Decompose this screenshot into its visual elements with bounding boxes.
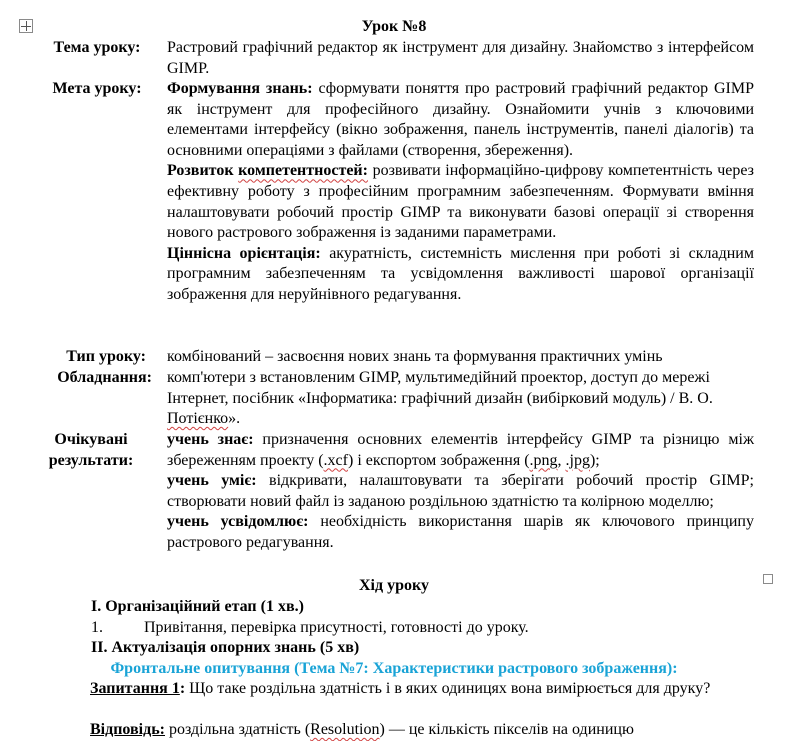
results-knows-text-a: призначення основних елементів інтерфейсу GIMP та різницю між збереженням проекту ( (167, 431, 754, 469)
stage1-item-number: 1. (91, 619, 103, 636)
results-label-line1: Очікувані (54, 431, 128, 448)
answer-1-label: Відповідь: (90, 721, 165, 738)
goal-knowledge-title: Формування знань: (167, 80, 313, 97)
stage1-heading: I. Організаційний етап (1 хв.) (91, 598, 304, 615)
goal-competence-title-a: Розвиток (167, 162, 234, 180)
results-label (30, 430, 152, 471)
answer-1-text-a: роздільна здатність ( (165, 721, 311, 738)
results-awareness-text: необхідність використання шарів як ключового принципу растрового редагування. (167, 513, 754, 551)
results-ext-separator: , (557, 451, 566, 469)
answer-1 (36, 720, 754, 741)
goal-competence (167, 161, 754, 243)
results-ext-png: .png (529, 451, 558, 469)
question-1-colon: : (179, 680, 186, 697)
goal-competence-text: розвивати інформаційно-цифрову компетентність через ефективну роботу з професійним програмним забезпеченням. Формувати вміння налаштовувати робочий простір GIMP та виконувати базові операції зі створення нового растрового зображення із заданими параметрами. (167, 162, 754, 242)
results-content (167, 430, 754, 554)
goal-values-title: Ціннісна орієнтація: (167, 244, 321, 262)
lesson-title: Урок №8 (361, 18, 427, 35)
question-1-text: Що таке роздільна здатність і в яких одиницях вона вимірюється для друку? (185, 680, 711, 697)
results-ext-xcf: .xcf (323, 451, 348, 469)
results-knows (167, 430, 754, 471)
equipment-label: Обладнання: (57, 369, 152, 386)
goal-competence-title-b: компетентностей: (238, 162, 368, 180)
results-awareness-title: учень усвідомлює: (167, 513, 309, 531)
answer-1-text-b: ) — це кількість пікселів на одиницю (379, 721, 634, 738)
question-1-label: Запитання 1 (90, 680, 180, 697)
equipment-text-c: ». (228, 410, 241, 428)
results-knows-text-c: ); (589, 451, 600, 469)
goal-values (167, 244, 754, 306)
equipment-author: Потієнко (167, 410, 229, 428)
goal-label: Мета уроку: (52, 80, 142, 97)
results-ext-jpg: .jpg (565, 451, 590, 469)
equipment-text (167, 368, 754, 430)
goal-knowledge-text: сформувати поняття про растровий графічний редактор GIMP як інструмент для професійного дизайну. Ознайомити учнів з ключовими елементами інтерфейсу (вікно зображення, панель інструментів, панелі діалогів) та основними операціями з файлами (створення, збереження). (167, 80, 755, 159)
results-awareness (167, 512, 754, 553)
results-label-line2: результати: (48, 451, 134, 469)
equipment-text-a: комп'ютери з встановленим GIMP, мультимедійний проектор, доступ до мережі Інтернет, посібник «Інформатика: графічний дизайн (вибірковий модуль) / В. О. (167, 369, 713, 407)
results-skills-text: відкривати, налаштовувати та зберігати робочий простір GIMP; створювати новий файл із заданою роздільною здатністю та колірною моделлю; (167, 472, 754, 510)
goal-knowledge (167, 79, 754, 161)
results-knows-title: учень знає: (167, 431, 254, 448)
course-title: Хід уроку (359, 577, 429, 594)
goal-content (167, 79, 754, 306)
results-skills-title: учень уміє: (167, 472, 257, 490)
results-skills (167, 471, 754, 512)
stage1-item-text: Привітання, перевірка присутності, готовності до уроку. (144, 619, 529, 636)
goal-values-text: акуратність, системність мислення при роботі зі складним програмним забезпеченням та усвідомлення важливості шарової організації зображення для неруйнівного редагування. (167, 244, 754, 303)
topic-label: Тема уроку: (53, 39, 141, 56)
type-text: комбінований – засвоєння нових знань та формування практичних умінь (167, 348, 663, 365)
topic-text: Растровий графічний редактор як інструмент для дизайну. Знайомство з інтерфейсом GIMP. (167, 39, 754, 77)
survey-heading: Фронтальне опитування (Тема №7: Характеристики растрового зображення): (110, 660, 678, 677)
question-1 (36, 679, 754, 700)
stage2-heading: II. Актуалізація опорних знань (5 хв) (91, 639, 360, 656)
type-label: Тип уроку: (66, 348, 146, 365)
results-knows-text-b: ) і експортом зображення ( (347, 451, 530, 469)
answer-1-term: Resolution (310, 721, 380, 738)
stage1-list-item (91, 618, 529, 639)
